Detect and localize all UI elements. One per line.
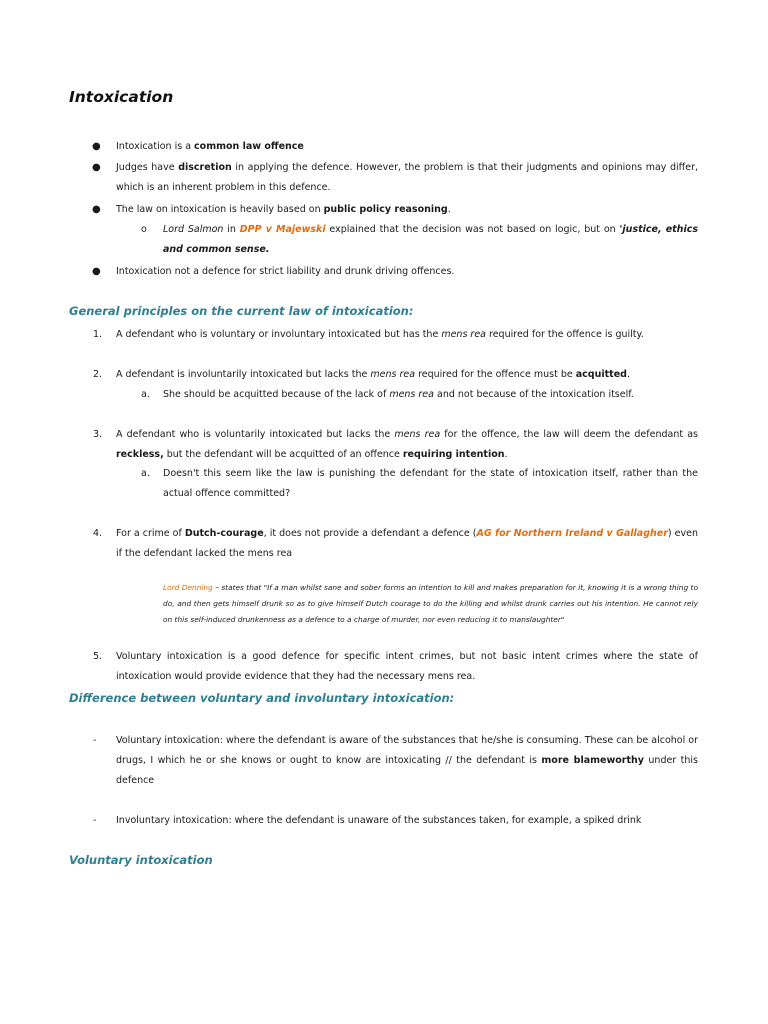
sub-item-marker: a.	[141, 468, 150, 479]
bullet-item: Intoxication not a defence for strict liability and drunk driving offences.	[116, 266, 455, 277]
dash-marker: -	[93, 735, 97, 746]
bullet-item: Judges have discretion in applying the defence. However, the problem is that their judgments and opinions may differ, which is an inherent problem in this defence.	[116, 162, 698, 193]
section-heading: General principles on the current law of intoxication:	[69, 304, 414, 318]
bullet-marker: ●	[92, 141, 101, 152]
bullet-item: The law on intoxication is heavily based on public policy reasoning.	[116, 204, 451, 215]
sub-item: She should be acquitted because of the lack of mens rea and not because of the intoxication itself.	[163, 389, 634, 400]
section-heading: Difference between voluntary and involuntary intoxication:	[69, 691, 455, 705]
list-number: 2.	[93, 369, 103, 380]
quote-block: Lord Denning – states that "If a man whilst sane and sober forms an intention to kill and makes preparation for it, knowing it is a wrong thing to do, and then gets himself drunk so as to give himself Dutch courage to do the killing and whilst drunk carries out his intention. He cannot rely on this self-induced drunkenness as a defence to a charge of murder, nor even reducing it to manslaughter"	[163, 583, 698, 624]
sub-bullet-marker: o	[141, 224, 147, 235]
quote-author: Lord Denning	[163, 583, 213, 592]
list-item: A defendant who is voluntary or involuntary intoxicated but has the mens rea required for the offence is guilty.	[116, 329, 644, 340]
section-heading: Voluntary intoxication	[69, 853, 213, 867]
list-number: 3.	[93, 429, 103, 440]
bullet-marker: ●	[92, 204, 101, 215]
list-item: A defendant who is voluntarily intoxicated but lacks the mens rea for the offence, the law will deem the defendant as reckless, but the defendant will be acquitted of an offence requiring intention.	[116, 429, 698, 460]
list-number: 1.	[93, 329, 103, 340]
list-item: Voluntary intoxication: where the defendant is aware of the substances that he/she is consuming. These can be alcohol or drugs, I which he or she knows or ought to know are intoxicating // the defendant is more blameworthy under this defence	[116, 735, 699, 786]
list-item: Involuntary intoxication: where the defendant is unaware of the substances taken, for example, a spiked drink	[116, 815, 642, 826]
sub-bullet-item: Lord Salmon in DPP v Majewski explained that the decision was not based on logic, but on 'justice, ethics and common sense.	[163, 224, 698, 255]
list-number: 5.	[93, 651, 103, 662]
list-number: 4.	[93, 528, 103, 539]
bullet-marker: ●	[92, 266, 101, 277]
page-title: Intoxication	[69, 88, 174, 106]
list-item: For a crime of Dutch-courage, it does not provide a defendant a defence (AG for Northern Ireland v Gallagher) even if the defendant lacked the mens rea	[116, 528, 698, 559]
bullet-item: Intoxication is a common law offence	[116, 141, 304, 152]
sub-item-marker: a.	[141, 389, 150, 400]
dash-marker: -	[93, 815, 97, 826]
list-item: A defendant is involuntarily intoxicated but lacks the mens rea required for the offence must be acquitted.	[116, 369, 630, 380]
bullet-marker: ●	[92, 162, 101, 173]
sub-item: Doesn't this seem like the law is punishing the defendant for the state of intoxication itself, rather than the actual offence committed?	[163, 468, 698, 499]
list-item: Voluntary intoxication is a good defence for specific intent crimes, but not basic intent crimes where the state of intoxication would provide evidence that they had the necessary mens rea.	[116, 651, 698, 682]
case-name: DPP v Majewski	[239, 224, 326, 235]
case-name: AG for Northern Ireland v Gallagher	[476, 528, 668, 539]
